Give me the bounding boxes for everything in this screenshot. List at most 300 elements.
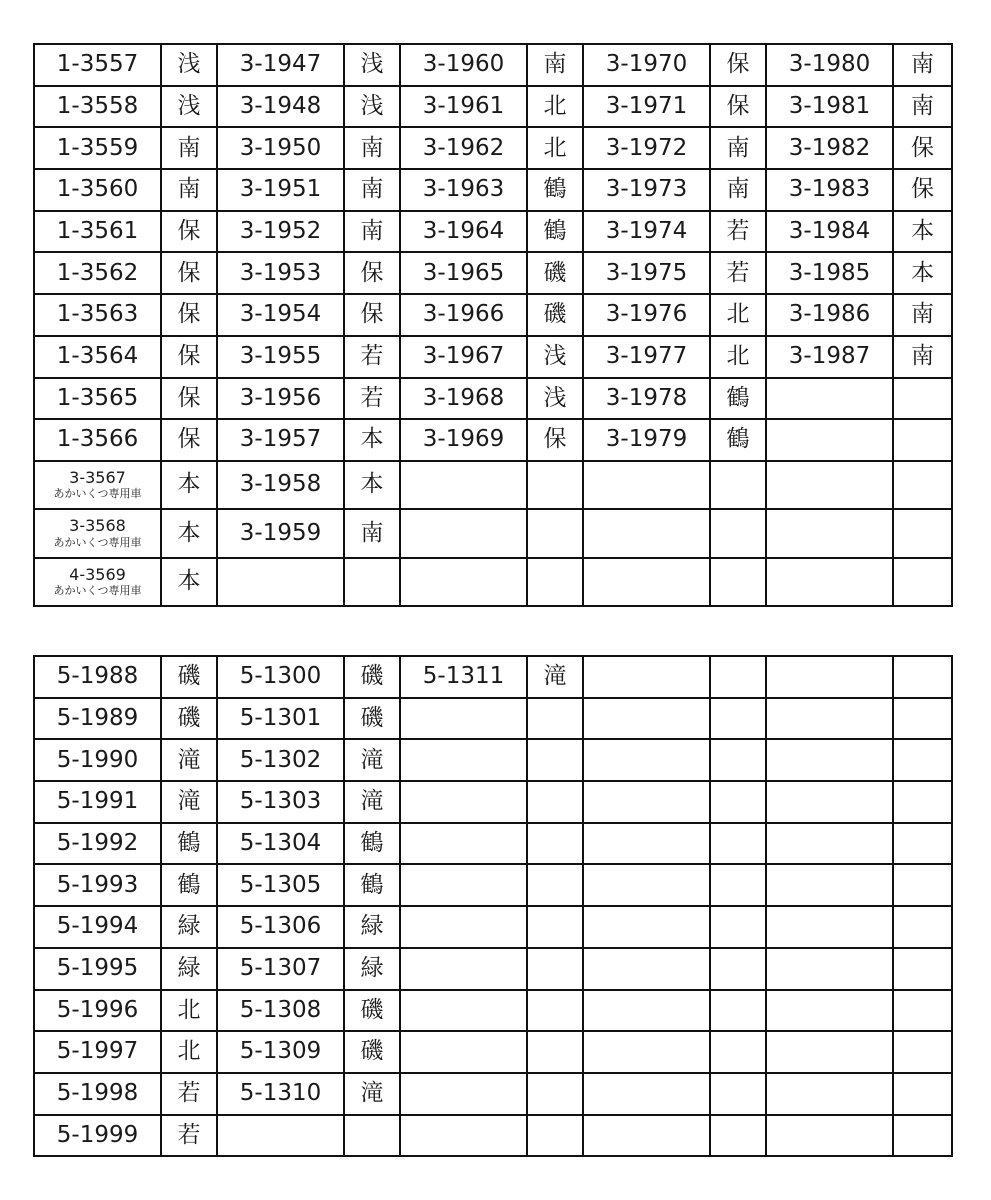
depot-cell bbox=[527, 509, 583, 558]
car-number-cell bbox=[583, 739, 710, 781]
depot-code: 緑 bbox=[177, 955, 201, 981]
depot-cell bbox=[893, 1031, 952, 1073]
table-row bbox=[34, 461, 952, 510]
car-number-cell bbox=[217, 252, 344, 294]
car-number-cell bbox=[400, 990, 527, 1032]
depot-cell bbox=[344, 86, 400, 128]
car-number: 3-1960 bbox=[422, 51, 505, 78]
car-number: 3-3568 bbox=[69, 516, 126, 536]
car-number-cell bbox=[400, 1031, 527, 1073]
depot-cell bbox=[527, 419, 583, 461]
depot-cell bbox=[527, 294, 583, 336]
car-number-cell bbox=[217, 698, 344, 740]
car-number-cell bbox=[583, 1031, 710, 1073]
car-number-cell bbox=[217, 211, 344, 253]
depot-cell bbox=[527, 948, 583, 990]
depot-cell bbox=[893, 211, 952, 253]
car-number: 3-1978 bbox=[605, 384, 688, 411]
depot-cell bbox=[344, 656, 400, 698]
car-number-cell bbox=[217, 336, 344, 378]
table-row bbox=[34, 294, 952, 336]
car-number-cell bbox=[766, 211, 893, 253]
car-number-cell bbox=[217, 1073, 344, 1115]
car-number-cell bbox=[766, 44, 893, 86]
vehicle-table-lower bbox=[33, 655, 953, 1157]
car-number-cell bbox=[34, 906, 161, 948]
depot-cell bbox=[344, 864, 400, 906]
depot-code: 緑 bbox=[360, 913, 384, 940]
car-number-cell bbox=[400, 948, 527, 990]
depot-cell bbox=[161, 127, 217, 169]
depot-code: 磯 bbox=[360, 1038, 384, 1065]
car-number-cell bbox=[217, 1031, 344, 1073]
depot-code: 保 bbox=[726, 92, 750, 119]
car-number: 3-1957 bbox=[239, 426, 322, 453]
depot-cell bbox=[893, 739, 952, 781]
depot-cell bbox=[527, 378, 583, 420]
depot-cell bbox=[527, 127, 583, 169]
car-number: 3-1980 bbox=[788, 51, 871, 78]
depot-cell bbox=[161, 86, 217, 128]
car-number: 3-1954 bbox=[239, 301, 322, 328]
depot-cell bbox=[161, 1031, 217, 1073]
depot-cell bbox=[161, 781, 217, 823]
car-number-cell bbox=[400, 906, 527, 948]
depot-cell bbox=[344, 336, 400, 378]
depot-code: 本 bbox=[911, 217, 934, 244]
car-number-cell bbox=[766, 127, 893, 169]
car-number-cell bbox=[34, 294, 161, 336]
car-number-cell bbox=[766, 781, 893, 823]
depot-code: 保 bbox=[911, 176, 934, 203]
car-number: 3-1971 bbox=[605, 92, 688, 119]
depot-cell bbox=[893, 86, 952, 128]
car-number-cell bbox=[766, 864, 893, 906]
car-number-cell bbox=[217, 656, 344, 698]
depot-cell bbox=[161, 211, 217, 253]
depot-cell bbox=[344, 781, 400, 823]
car-number-cell bbox=[583, 781, 710, 823]
car-number-cell bbox=[217, 948, 344, 990]
table-row bbox=[34, 1115, 952, 1157]
depot-code: 若 bbox=[177, 1121, 201, 1148]
depot-code: 北 bbox=[726, 301, 750, 328]
depot-code: 保 bbox=[177, 217, 201, 244]
depot-cell bbox=[893, 990, 952, 1032]
depot-cell bbox=[893, 461, 952, 510]
depot-cell bbox=[710, 509, 766, 558]
depot-code: 鶴 bbox=[543, 176, 567, 203]
table-row bbox=[34, 1073, 952, 1115]
car-number-cell bbox=[583, 169, 710, 211]
depot-code: 鶴 bbox=[726, 384, 750, 411]
table-row bbox=[34, 378, 952, 420]
car-number-cell bbox=[400, 86, 527, 128]
depot-cell bbox=[710, 461, 766, 510]
car-number-cell bbox=[217, 378, 344, 420]
depot-code: 鶴 bbox=[177, 871, 201, 898]
depot-code: 本 bbox=[177, 471, 201, 498]
car-number: 5-1989 bbox=[56, 704, 139, 731]
car-number-cell bbox=[34, 378, 161, 420]
depot-code: 南 bbox=[726, 176, 750, 203]
depot-cell bbox=[710, 864, 766, 906]
depot-cell bbox=[161, 739, 217, 781]
car-number: 1-3562 bbox=[56, 259, 139, 286]
car-number: 3-1976 bbox=[605, 301, 688, 328]
depot-cell bbox=[710, 781, 766, 823]
car-number-cell bbox=[766, 1073, 893, 1115]
car-number: 5-1311 bbox=[422, 663, 505, 690]
car-number: 1-3565 bbox=[56, 384, 139, 411]
depot-cell bbox=[527, 1031, 583, 1073]
car-number: 5-1992 bbox=[56, 829, 139, 856]
car-number-cell bbox=[34, 252, 161, 294]
depot-code: 保 bbox=[543, 426, 567, 453]
car-number: 3-1966 bbox=[422, 301, 505, 328]
car-number-cell bbox=[583, 378, 710, 420]
car-number: 3-1972 bbox=[605, 134, 688, 161]
car-number: 5-1309 bbox=[239, 1038, 322, 1065]
depot-cell bbox=[161, 44, 217, 86]
car-number-cell bbox=[34, 1115, 161, 1157]
car-number-cell bbox=[217, 864, 344, 906]
depot-cell bbox=[527, 1073, 583, 1115]
table-row bbox=[34, 252, 952, 294]
depot-cell bbox=[344, 378, 400, 420]
car-number-cell bbox=[34, 739, 161, 781]
car-number: 5-1308 bbox=[239, 996, 322, 1023]
car-number-cell bbox=[217, 169, 344, 211]
car-number: 3-1959 bbox=[239, 519, 322, 546]
car-number-cell bbox=[34, 169, 161, 211]
car-number-cell bbox=[217, 461, 344, 510]
table-row bbox=[34, 823, 952, 865]
depot-cell bbox=[161, 823, 217, 865]
depot-cell bbox=[527, 336, 583, 378]
depot-code: 緑 bbox=[360, 955, 384, 981]
car-number-cell bbox=[400, 823, 527, 865]
car-number: 5-1310 bbox=[239, 1080, 322, 1107]
car-number-cell bbox=[583, 294, 710, 336]
depot-cell bbox=[527, 990, 583, 1032]
depot-cell bbox=[527, 252, 583, 294]
depot-cell bbox=[161, 990, 217, 1032]
depot-cell bbox=[161, 509, 217, 558]
car-number-cell bbox=[217, 127, 344, 169]
car-number-cell bbox=[583, 509, 710, 558]
car-number: 3-1985 bbox=[788, 259, 871, 286]
car-service-note: あかいくつ専用車 bbox=[53, 487, 142, 501]
depot-cell bbox=[710, 336, 766, 378]
depot-cell bbox=[893, 948, 952, 990]
depot-cell bbox=[344, 906, 400, 948]
car-number: 1-3559 bbox=[56, 134, 139, 161]
car-number-cell bbox=[217, 419, 344, 461]
table-row bbox=[34, 127, 952, 169]
car-number-cell bbox=[766, 86, 893, 128]
car-number-cell bbox=[217, 739, 344, 781]
depot-cell bbox=[161, 698, 217, 740]
car-number-cell bbox=[217, 990, 344, 1032]
depot-code: 鶴 bbox=[360, 829, 384, 856]
depot-cell bbox=[893, 252, 952, 294]
depot-cell bbox=[527, 698, 583, 740]
depot-cell bbox=[710, 1115, 766, 1157]
car-number-cell bbox=[583, 948, 710, 990]
car-number-cell bbox=[34, 44, 161, 86]
car-number: 3-1975 bbox=[605, 259, 688, 286]
depot-cell bbox=[893, 294, 952, 336]
car-number-cell bbox=[766, 169, 893, 211]
car-number-cell bbox=[400, 336, 527, 378]
depot-cell bbox=[344, 990, 400, 1032]
depot-cell bbox=[893, 1115, 952, 1157]
car-number-cell bbox=[400, 656, 527, 698]
car-number-cell bbox=[583, 1073, 710, 1115]
depot-cell bbox=[161, 558, 217, 607]
depot-code: 浅 bbox=[360, 92, 384, 119]
car-number-cell bbox=[34, 86, 161, 128]
depot-cell bbox=[344, 169, 400, 211]
car-number-cell bbox=[34, 948, 161, 990]
car-number-cell bbox=[583, 86, 710, 128]
depot-code: 滝 bbox=[177, 746, 201, 773]
depot-cell bbox=[710, 44, 766, 86]
car-number: 3-1970 bbox=[605, 51, 688, 78]
depot-cell bbox=[893, 823, 952, 865]
table-row bbox=[34, 739, 952, 781]
depot-cell bbox=[344, 44, 400, 86]
table-row bbox=[34, 336, 952, 378]
car-number-cell bbox=[400, 1073, 527, 1115]
car-number-cell bbox=[583, 864, 710, 906]
depot-cell bbox=[710, 558, 766, 607]
car-number-cell bbox=[217, 44, 344, 86]
depot-code: 若 bbox=[360, 384, 384, 411]
car-number-cell bbox=[34, 419, 161, 461]
depot-code: 保 bbox=[726, 51, 750, 78]
depot-cell bbox=[893, 44, 952, 86]
depot-cell bbox=[710, 419, 766, 461]
depot-cell bbox=[161, 419, 217, 461]
depot-code: 保 bbox=[911, 134, 934, 161]
car-number-cell bbox=[583, 656, 710, 698]
depot-code: 保 bbox=[177, 384, 201, 411]
depot-cell bbox=[893, 336, 952, 378]
depot-cell bbox=[527, 906, 583, 948]
depot-cell bbox=[344, 948, 400, 990]
car-number: 1-3564 bbox=[56, 343, 139, 369]
depot-code: 鶴 bbox=[543, 217, 567, 244]
car-number-cell bbox=[583, 990, 710, 1032]
depot-code: 本 bbox=[911, 259, 934, 286]
depot-code: 保 bbox=[360, 259, 384, 286]
car-number-cell bbox=[766, 294, 893, 336]
car-number-cell bbox=[217, 294, 344, 336]
car-number: 5-1991 bbox=[56, 788, 139, 815]
car-number-cell bbox=[217, 781, 344, 823]
depot-code: 北 bbox=[177, 1038, 201, 1065]
car-number-cell bbox=[34, 211, 161, 253]
car-number-cell bbox=[217, 558, 344, 607]
depot-cell bbox=[893, 1073, 952, 1115]
car-number-cell bbox=[766, 1031, 893, 1073]
table-row bbox=[34, 1031, 952, 1073]
depot-cell bbox=[344, 419, 400, 461]
depot-cell bbox=[161, 1115, 217, 1157]
depot-cell bbox=[710, 169, 766, 211]
table-row bbox=[34, 169, 952, 211]
depot-cell bbox=[344, 698, 400, 740]
depot-cell bbox=[344, 1073, 400, 1115]
depot-cell bbox=[527, 169, 583, 211]
table-row bbox=[34, 698, 952, 740]
car-number-cell bbox=[34, 127, 161, 169]
depot-cell bbox=[893, 169, 952, 211]
car-number: 3-1955 bbox=[239, 343, 322, 369]
depot-cell bbox=[893, 698, 952, 740]
car-number-cell bbox=[583, 336, 710, 378]
car-number-cell bbox=[400, 698, 527, 740]
table-row bbox=[34, 948, 952, 990]
car-number: 3-1982 bbox=[788, 134, 871, 161]
car-number: 5-1304 bbox=[239, 829, 322, 856]
car-number: 5-1306 bbox=[239, 913, 322, 940]
depot-code: 保 bbox=[360, 301, 384, 328]
depot-code: 南 bbox=[360, 176, 384, 203]
depot-cell bbox=[161, 906, 217, 948]
car-number: 3-1983 bbox=[788, 176, 871, 203]
depot-code: 南 bbox=[177, 176, 201, 203]
car-number: 3-1986 bbox=[788, 301, 871, 328]
car-number: 5-1999 bbox=[56, 1121, 139, 1148]
car-number-cell bbox=[400, 781, 527, 823]
depot-code: 浅 bbox=[360, 51, 384, 78]
car-number-cell bbox=[766, 739, 893, 781]
car-number-cell bbox=[766, 823, 893, 865]
car-number: 3-1961 bbox=[422, 92, 505, 119]
depot-code: 磯 bbox=[360, 663, 384, 690]
car-number: 3-1977 bbox=[605, 343, 688, 369]
depot-code: 若 bbox=[360, 343, 384, 369]
depot-cell bbox=[344, 1031, 400, 1073]
depot-code: 浅 bbox=[543, 384, 567, 411]
car-number-cell bbox=[400, 211, 527, 253]
car-number-cell bbox=[766, 419, 893, 461]
car-number: 3-1974 bbox=[605, 217, 688, 244]
depot-code: 磯 bbox=[360, 704, 384, 731]
car-number-cell bbox=[766, 990, 893, 1032]
car-number-cell bbox=[217, 509, 344, 558]
car-number-cell bbox=[400, 558, 527, 607]
car-number-cell bbox=[34, 990, 161, 1032]
depot-code: 南 bbox=[360, 217, 384, 244]
car-number: 5-1307 bbox=[239, 955, 322, 981]
depot-cell bbox=[527, 44, 583, 86]
car-number-cell bbox=[34, 336, 161, 378]
car-number-cell bbox=[400, 252, 527, 294]
car-number-cell bbox=[766, 558, 893, 607]
table-row bbox=[34, 990, 952, 1032]
car-number-cell bbox=[34, 558, 161, 607]
depot-cell bbox=[527, 211, 583, 253]
car-number: 3-1952 bbox=[239, 217, 322, 244]
depot-code: 滝 bbox=[360, 1080, 384, 1107]
depot-code: 南 bbox=[911, 51, 934, 78]
depot-cell bbox=[344, 509, 400, 558]
car-number-cell bbox=[217, 86, 344, 128]
depot-cell bbox=[710, 1031, 766, 1073]
car-number: 3-1984 bbox=[788, 217, 871, 244]
car-number-cell bbox=[766, 1115, 893, 1157]
depot-code: 保 bbox=[177, 426, 201, 453]
car-number-cell bbox=[583, 906, 710, 948]
car-number-cell bbox=[400, 739, 527, 781]
car-number: 5-1996 bbox=[56, 996, 139, 1023]
car-number-cell bbox=[766, 906, 893, 948]
table-row bbox=[34, 509, 952, 558]
depot-cell bbox=[527, 1115, 583, 1157]
depot-code: 南 bbox=[177, 134, 201, 161]
depot-cell bbox=[527, 558, 583, 607]
depot-cell bbox=[527, 864, 583, 906]
depot-cell bbox=[893, 378, 952, 420]
depot-cell bbox=[161, 656, 217, 698]
car-number: 3-1963 bbox=[422, 176, 505, 203]
car-number-cell bbox=[766, 252, 893, 294]
depot-cell bbox=[161, 252, 217, 294]
depot-code: 鶴 bbox=[726, 426, 750, 453]
car-number: 5-1993 bbox=[56, 871, 139, 898]
depot-cell bbox=[344, 823, 400, 865]
depot-cell bbox=[710, 86, 766, 128]
car-number-cell bbox=[766, 656, 893, 698]
car-number-cell bbox=[217, 1115, 344, 1157]
car-number: 5-1302 bbox=[239, 746, 322, 773]
depot-code: 鶴 bbox=[360, 871, 384, 898]
depot-code: 滝 bbox=[360, 788, 384, 815]
depot-code: 若 bbox=[726, 217, 750, 244]
depot-code: 若 bbox=[726, 259, 750, 286]
depot-cell bbox=[527, 656, 583, 698]
depot-code: 磯 bbox=[543, 301, 567, 328]
car-number-cell bbox=[400, 378, 527, 420]
car-number: 3-1948 bbox=[239, 92, 322, 119]
car-number: 3-1950 bbox=[239, 134, 322, 161]
car-number: 5-1303 bbox=[239, 788, 322, 815]
car-number: 1-3558 bbox=[56, 92, 139, 119]
depot-cell bbox=[527, 461, 583, 510]
car-number-cell bbox=[583, 127, 710, 169]
depot-cell bbox=[527, 781, 583, 823]
depot-cell bbox=[344, 211, 400, 253]
car-number-cell bbox=[400, 864, 527, 906]
depot-code: 鶴 bbox=[177, 829, 201, 856]
depot-code: 磯 bbox=[360, 996, 384, 1023]
depot-code: 本 bbox=[360, 471, 384, 498]
table-row bbox=[34, 864, 952, 906]
depot-cell bbox=[161, 336, 217, 378]
depot-code: 本 bbox=[360, 426, 384, 453]
car-number: 3-1969 bbox=[422, 426, 505, 453]
car-number-cell bbox=[766, 336, 893, 378]
car-number-cell bbox=[583, 419, 710, 461]
car-number-cell bbox=[766, 698, 893, 740]
car-number-cell bbox=[400, 1115, 527, 1157]
car-number-cell bbox=[34, 1031, 161, 1073]
depot-code: 磯 bbox=[177, 663, 201, 690]
